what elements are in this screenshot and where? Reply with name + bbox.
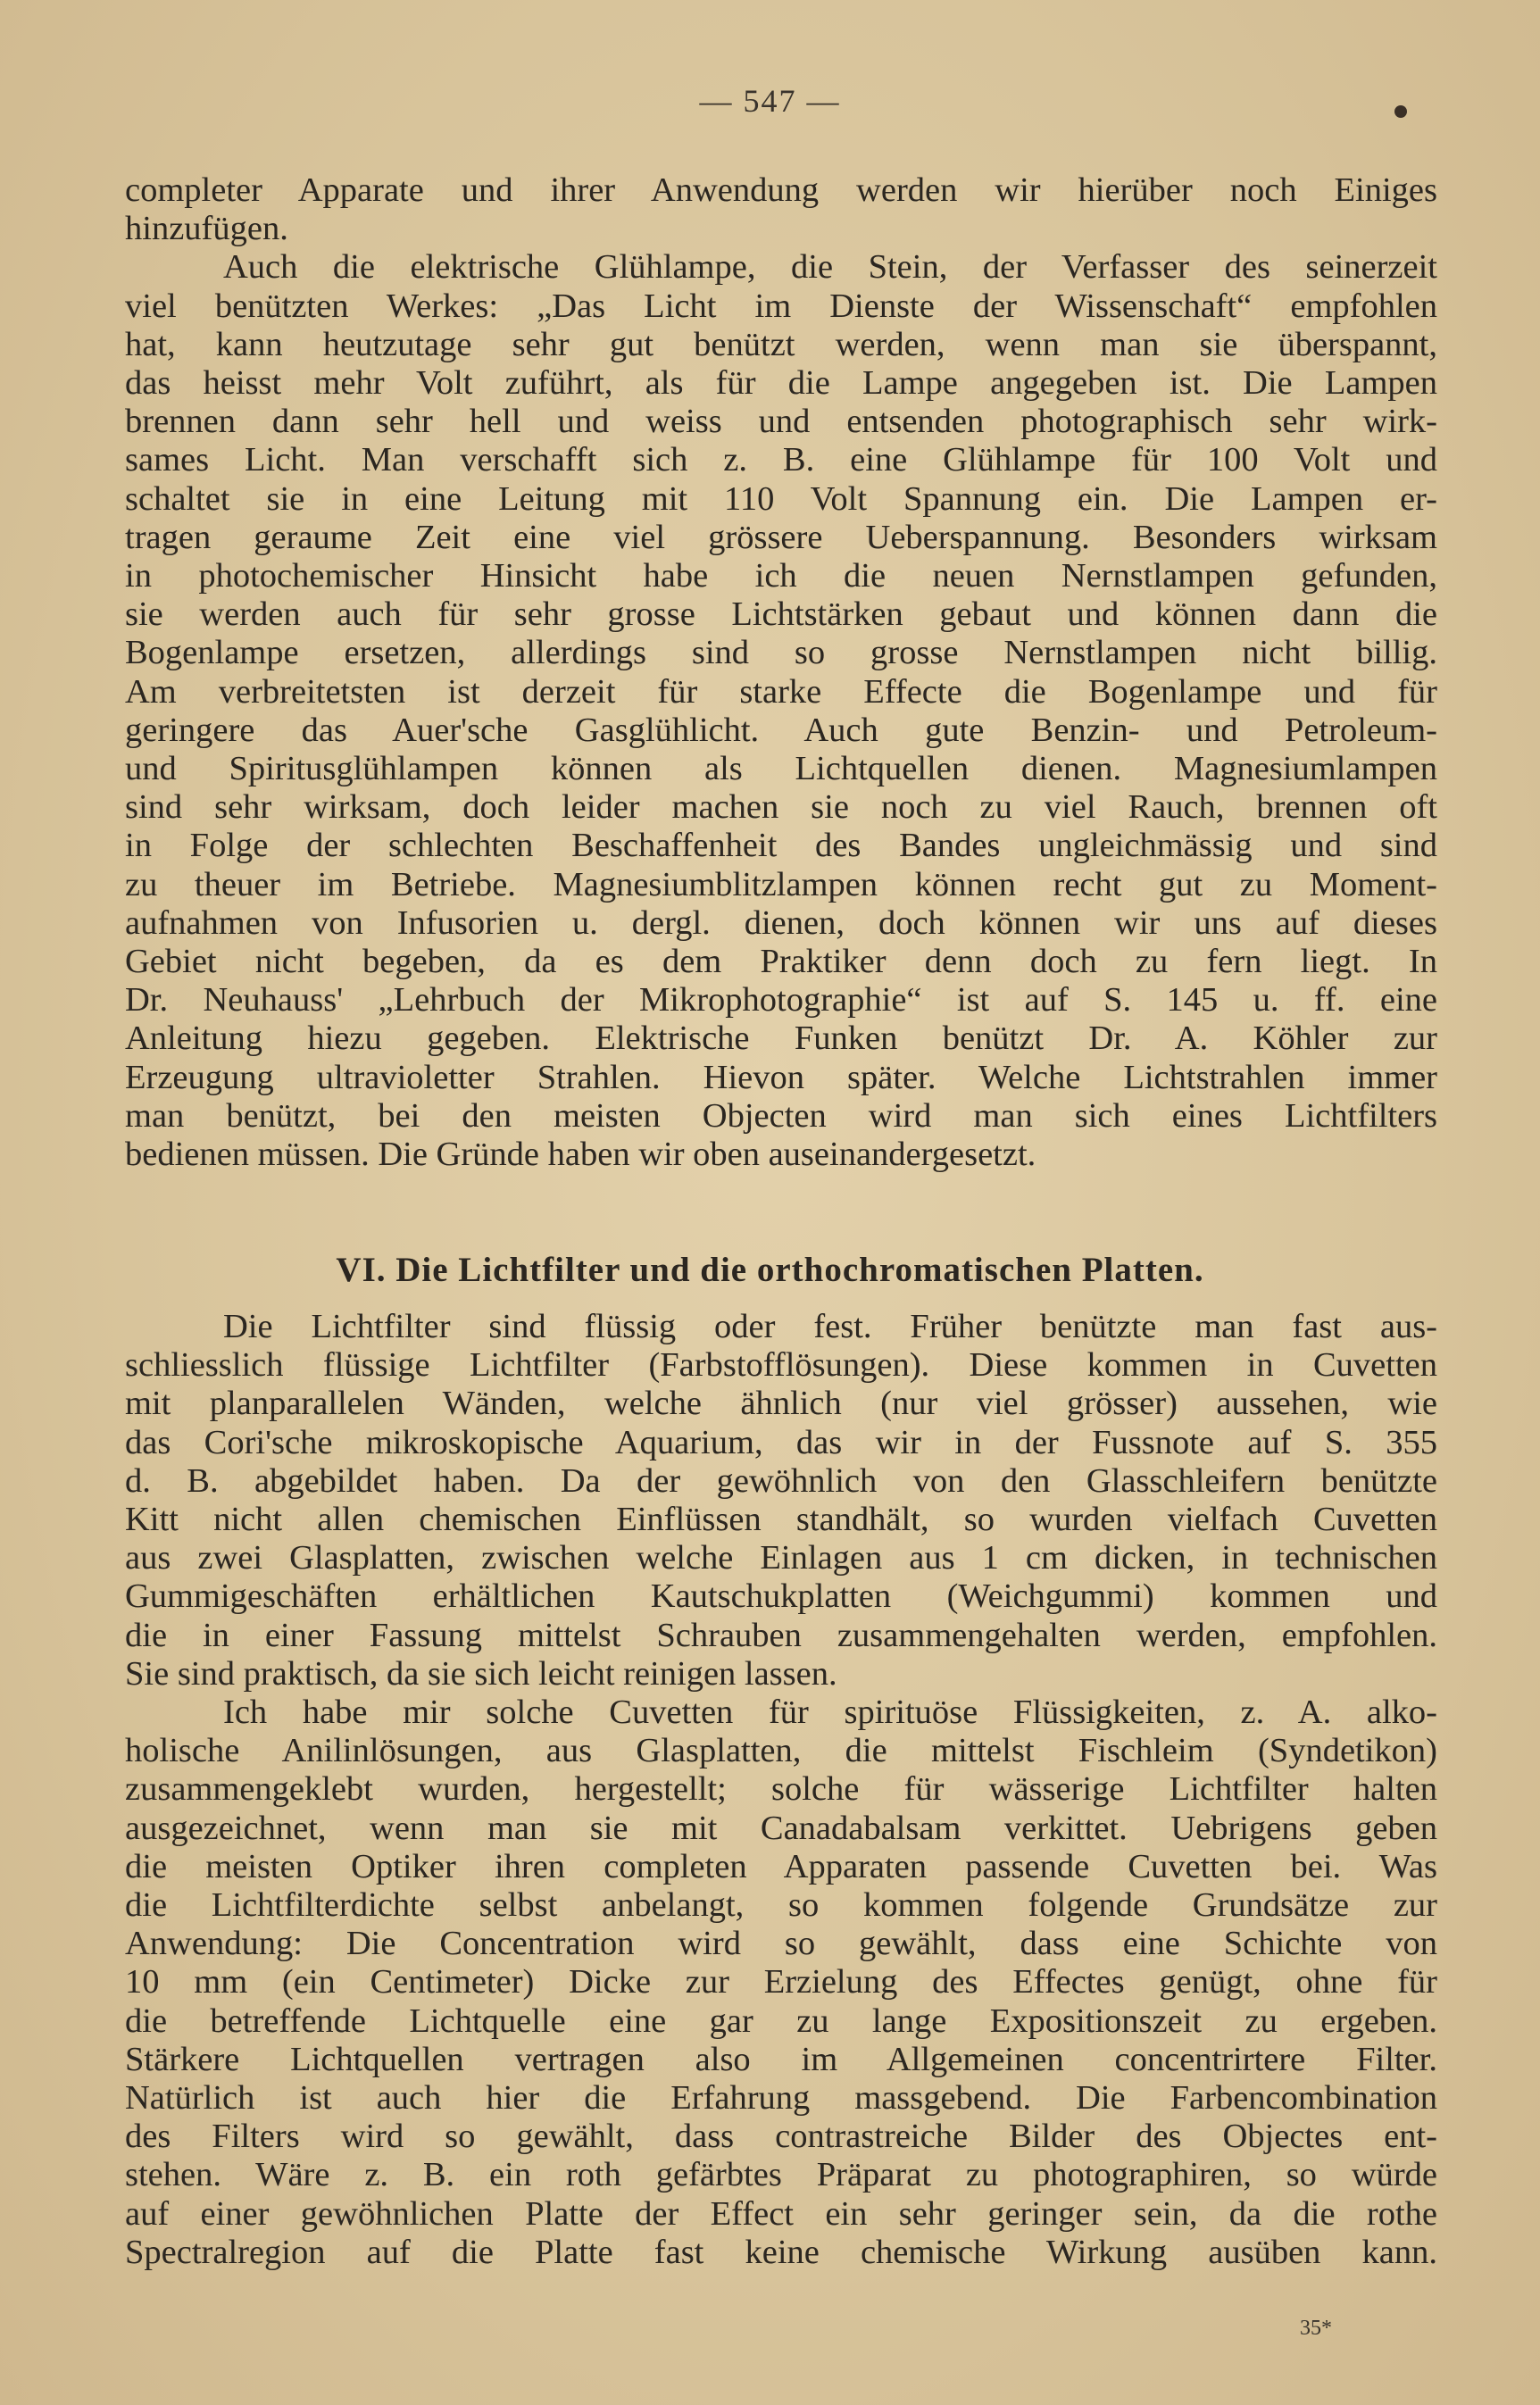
text-line: Stärkere Lichtquellen vertragen also im Allgemeinen concentrirtere Filter. xyxy=(125,2040,1437,2078)
text-line: mit planparallelen Wänden, welche ähnlich (nur viel grösser) aussehen, wie xyxy=(125,1385,1437,1423)
signature-mark: 35* xyxy=(1300,2317,1332,2340)
text-line: d. B. abgebildet haben. Da der gewöhnlich von den Glasschleifern benützte xyxy=(125,1461,1437,1500)
text-line: aufnahmen von Infusorien u. dergl. dienen, doch können wir uns auf dieses xyxy=(125,903,1437,942)
text-line: die in einer Fassung mittelst Schrauben zusammengehalten werden, empfohlen. xyxy=(125,1616,1437,1654)
text-line: tragen geraume Zeit eine viel grössere Ueberspannung. Besonders wirksam xyxy=(125,518,1437,556)
text-line: Die Lichtfilter sind flüssig oder fest. Früher benützte man fast aus- xyxy=(223,1308,1437,1345)
text-line: Dr. Neuhauss' „Lehrbuch der Mikrophotographie“ ist auf S. 145 u. ff. eine xyxy=(125,981,1437,1019)
text-line: Natürlich ist auch hier die Erfahrung massgebend. Die Farbencombination xyxy=(125,2079,1437,2118)
text-line: ausgezeichnet, wenn man sie mit Canadabalsam verkittet. Uebrigens geben xyxy=(125,1809,1437,1847)
text-line: auf einer gewöhnlichen Platte der Effect ein sehr geringer sein, da die rothe xyxy=(125,2194,1437,2233)
text-line: sie werden auch für sehr grosse Lichtstärken gebaut und können dann die xyxy=(125,595,1437,634)
text-line: die Lichtfilterdichte selbst anbelangt, so kommen folgende Grundsätze zur xyxy=(125,1886,1437,1925)
text-line: die betreffende Lichtquelle eine gar zu lange Expositionszeit zu ergeben. xyxy=(125,2001,1437,2040)
text-line: hat, kann heutzutage sehr gut benützt werden, wenn man sie überspannt, xyxy=(125,325,1437,363)
text-line: holische Anilinlösungen, aus Glasplatten, die mittelst Fischleim (Syndetikon) xyxy=(125,1732,1437,1770)
text-line: Auch die elektrische Glühlampe, die Stein, der Verfasser des seinerzeit xyxy=(223,248,1437,287)
text-line: zusammengeklebt wurden, hergestellt; solche für wässerige Lichtfilter halten xyxy=(125,1770,1437,1809)
text-line: 10 mm (ein Centimeter) Dicke zur Erzielung des Effectes genügt, ohne für xyxy=(125,1963,1437,2001)
text-line: schliesslich flüssige Lichtfilter (Farbstofflösungen). Diese kommen in Cuvetten xyxy=(125,1346,1437,1385)
text-line: schaltet sie in eine Leitung mit 110 Volt Spannung ein. Die Lampen er- xyxy=(125,479,1437,518)
text-line: Kitt nicht allen chemischen Einflüssen standhält, so wurden vielfach Cuvetten xyxy=(125,1501,1437,1539)
section-heading: VI. Die Lichtfilter und die orthochromatischen Platten. xyxy=(336,1251,1204,1289)
text-line: Spectralregion auf die Platte fast keine chemische Wirkung ausüben kann. xyxy=(125,2233,1437,2271)
text-line: in Folge der schlechten Beschaffenheit des Bandes ungleichmässig und sind xyxy=(125,827,1437,865)
text-line: sind sehr wirksam, doch leider machen sie noch zu viel Rauch, brennen oft xyxy=(125,788,1437,827)
text-line: des Filters wird so gewählt, dass contrastreiche Bilder des Objectes ent- xyxy=(125,2118,1437,2156)
text-line: Gebiet nicht begeben, da es dem Praktiker denn doch zu fern liegt. In xyxy=(125,943,1437,981)
text-line: aus zwei Glasplatten, zwischen welche Einlagen aus 1 cm dicken, in technischen xyxy=(125,1539,1437,1577)
text-line: in photochemischer Hinsicht habe ich die neuen Nernstlampen gefunden, xyxy=(125,557,1437,595)
paragraph-block-2 xyxy=(125,1308,1437,2272)
text-line: das Cori'sche mikroskopische Aquarium, das wir in der Fussnote auf S. 355 xyxy=(125,1423,1437,1461)
text-line: Erzeugung ultravioletter Strahlen. Hievon später. Welche Lichtstrahlen immer xyxy=(125,1058,1437,1096)
ink-spot xyxy=(1394,105,1407,118)
page-number: — 547 — xyxy=(699,83,841,119)
text-line: zu theuer im Betriebe. Magnesiumblitzlampen können recht gut zu Moment- xyxy=(125,865,1437,903)
text-line: und Spiritusglühlampen können als Lichtquellen dienen. Magnesiumlampen xyxy=(125,750,1437,788)
text-line: das heisst mehr Volt zuführt, als für die Lampe angegeben ist. Die Lampen xyxy=(125,364,1437,403)
text-line: stehen. Wäre z. B. ein roth gefärbtes Präparat zu photographiren, so würde xyxy=(125,2156,1437,2194)
text-line: bedienen müssen. Die Gründe haben wir oben auseinandergesetzt. xyxy=(125,1136,1036,1174)
text-line: Sie sind praktisch, da sie sich leicht reinigen lassen. xyxy=(125,1654,837,1693)
text-line: Anwendung: Die Concentration wird so gewählt, dass eine Schichte von xyxy=(125,1925,1437,1963)
text-line: sames Licht. Man verschafft sich z. B. eine Glühlampe für 100 Volt und xyxy=(125,441,1437,479)
text-line: Gummigeschäften erhältlichen Kautschukplatten (Weichgummi) kommen und xyxy=(125,1577,1437,1616)
text-line: Am verbreitetsten ist derzeit für starke Effecte die Bogenlampe und für xyxy=(125,672,1437,711)
text-line: completer Apparate und ihrer Anwendung werden wir hierüber noch Einiges xyxy=(125,171,1437,209)
text-line: Bogenlampe ersetzen, allerdings sind so grosse Nernstlampen nicht billig. xyxy=(125,634,1437,672)
text-line: hinzufügen. xyxy=(125,210,288,248)
text-line: brennen dann sehr hell und weiss und entsenden photographisch sehr wirk- xyxy=(125,403,1437,441)
text-line: Anleitung hiezu gegeben. Elektrische Funken benützt Dr. A. Köhler zur xyxy=(125,1019,1437,1058)
text-line: die meisten Optiker ihren completen Apparaten passende Cuvetten bei. Was xyxy=(125,1847,1437,1885)
text-line: viel benützten Werkes: „Das Licht im Dienste der Wissenschaft“ empfohlen xyxy=(125,287,1437,325)
text-line: geringere das Auer'sche Gasglühlicht. Auch gute Benzin- und Petroleum- xyxy=(125,711,1437,749)
text-line: man benützt, bei den meisten Objecten wird man sich eines Lichtfilters xyxy=(125,1096,1437,1135)
paragraph-block-1 xyxy=(125,171,1437,1174)
text-line: Ich habe mir solche Cuvetten für spirituöse Flüssigkeiten, z. A. alko- xyxy=(223,1693,1437,1732)
